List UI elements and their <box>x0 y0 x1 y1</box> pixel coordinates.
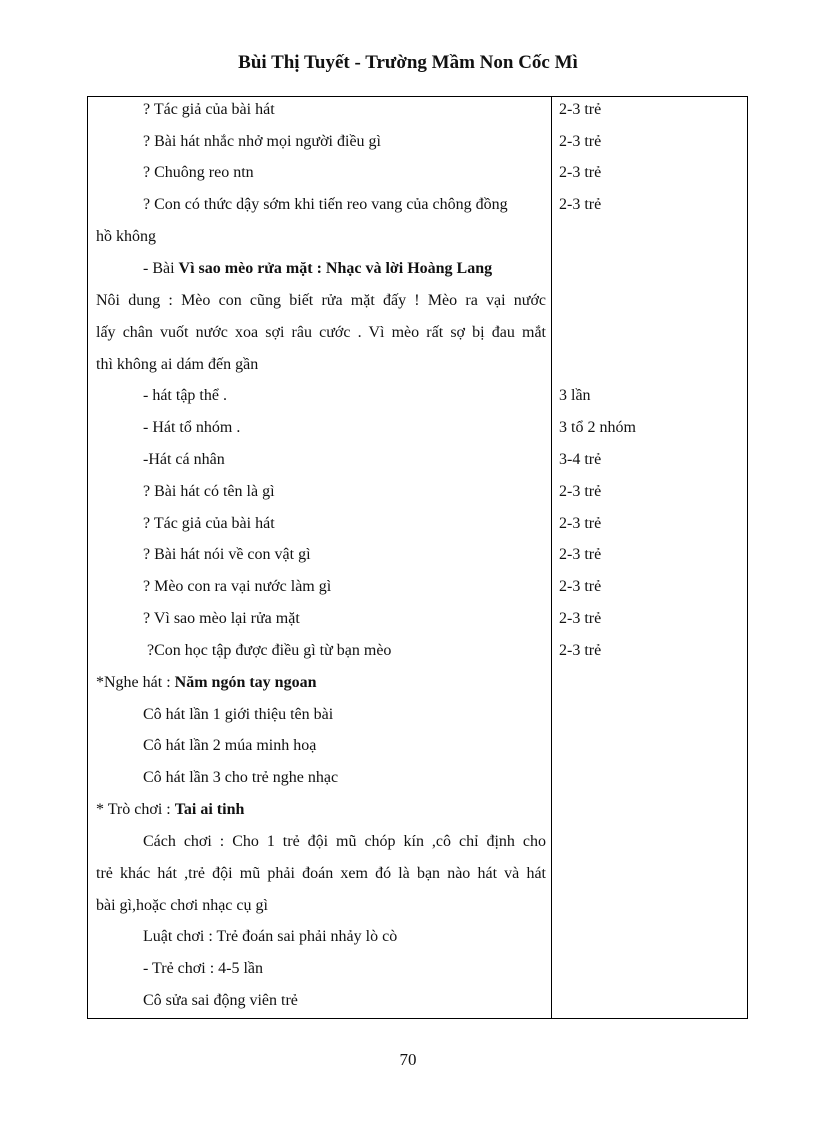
table-row-text: ?Con học tập được điều gì từ bạn mèo <box>147 642 392 659</box>
game-title-line <box>96 800 546 820</box>
table-row-count: 2-3 trẻ <box>559 515 602 532</box>
song-title-prefix: - Bài <box>143 260 179 277</box>
table-row-text: ? Chuông reo ntn <box>143 164 254 181</box>
table-row-count: 2-3 trẻ <box>559 483 602 500</box>
table-row-text: lấy chân vuốt nước xoa sợi râu cước . Vì mèo rất sợ bị đau mắt <box>96 324 546 341</box>
table-row-text: hồ không <box>96 228 156 245</box>
table-row-text: Cô hát lần 2 múa minh hoạ <box>143 737 317 754</box>
table-row-count: 2-3 trẻ <box>559 546 602 563</box>
table-row-count: 2-3 trẻ <box>559 610 602 627</box>
table-row-text: ? Tác giả của bài hát <box>143 101 275 118</box>
table-row-count: 2-3 trẻ <box>559 196 602 213</box>
table-row-text: ? Con có thức dậy sớm khi tiến reo vang của chông đồng <box>143 196 508 213</box>
table-row-text: bài gì,hoặc chơi nhạc cụ gì <box>96 897 268 914</box>
table-row-text: - Trẻ chơi : 4-5 lần <box>143 960 264 977</box>
table-row-text: Cô sửa sai động viên trẻ <box>143 992 298 1009</box>
table-row-text: - Hát tổ nhóm . <box>143 419 241 436</box>
table-row-count: 2-3 trẻ <box>559 578 602 595</box>
table-row-text: - hát tập thể . <box>143 387 227 404</box>
game-bold: Tai ai tinh <box>174 801 245 818</box>
table-row-count: 2-3 trẻ <box>559 164 602 181</box>
table-row-text: Luật chơi : Trẻ đoán sai phải nhảy lò cò <box>143 928 398 945</box>
table-row-text: Cô hát lần 1 giới thiệu tên bài <box>143 706 334 723</box>
table-row-text: Nôi dung : Mèo con cũng biết rửa mặt đấy ! Mèo ra vại nước <box>96 292 546 309</box>
page-number: 70 <box>399 1050 417 1069</box>
table-row-count: 3 lần <box>559 387 591 404</box>
table-row-text: ? Bài hát nói về con vật gì <box>143 546 311 563</box>
table-row-text: Cách chơi : Cho 1 trẻ đội mũ chóp kín ,cô chỉ định cho <box>143 833 546 850</box>
table-row-count: 2-3 trẻ <box>559 642 602 659</box>
listening-title-line <box>96 673 546 693</box>
song-title-line <box>143 259 593 279</box>
table-row-count: 3-4 trẻ <box>559 451 602 468</box>
activity-table <box>87 96 748 1019</box>
listening-bold: Năm ngón tay ngoan <box>174 674 317 691</box>
listening-prefix: *Nghe hát : <box>96 674 175 691</box>
table-row-text: ? Bài hát có tên là gì <box>143 483 275 500</box>
table-row-text: ? Mèo con ra vại nước làm gì <box>143 578 332 595</box>
table-row-text: ? Bài hát nhắc nhở mọi người điều gì <box>143 133 381 150</box>
game-prefix: * Trò chơi : <box>96 801 175 818</box>
table-row-text: thì không ai dám đến gần <box>96 356 259 373</box>
table-row-text: -Hát cá nhân <box>143 451 225 468</box>
table-row-text: ? Tác giả của bài hát <box>143 515 275 532</box>
table-row-text: ? Vì sao mèo lại rửa mặt <box>143 610 300 627</box>
song-title-bold: Vì sao mèo rửa mặt : Nhạc và lời Hoàng Lang <box>178 260 493 277</box>
page-header: Bùi Thị Tuyết - Trường Mầm Non Cốc Mì <box>238 52 578 73</box>
table-row-count: 2-3 trẻ <box>559 101 602 118</box>
table-row-text: Cô hát lần 3 cho trẻ nghe nhạc <box>143 769 339 786</box>
table-row-text: trẻ khác hát ,trẻ đội mũ phải đoán xem đó là bạn nào hát và hát <box>96 865 546 882</box>
table-row-count: 3 tổ 2 nhóm <box>559 419 636 436</box>
table-row-count: 2-3 trẻ <box>559 133 602 150</box>
